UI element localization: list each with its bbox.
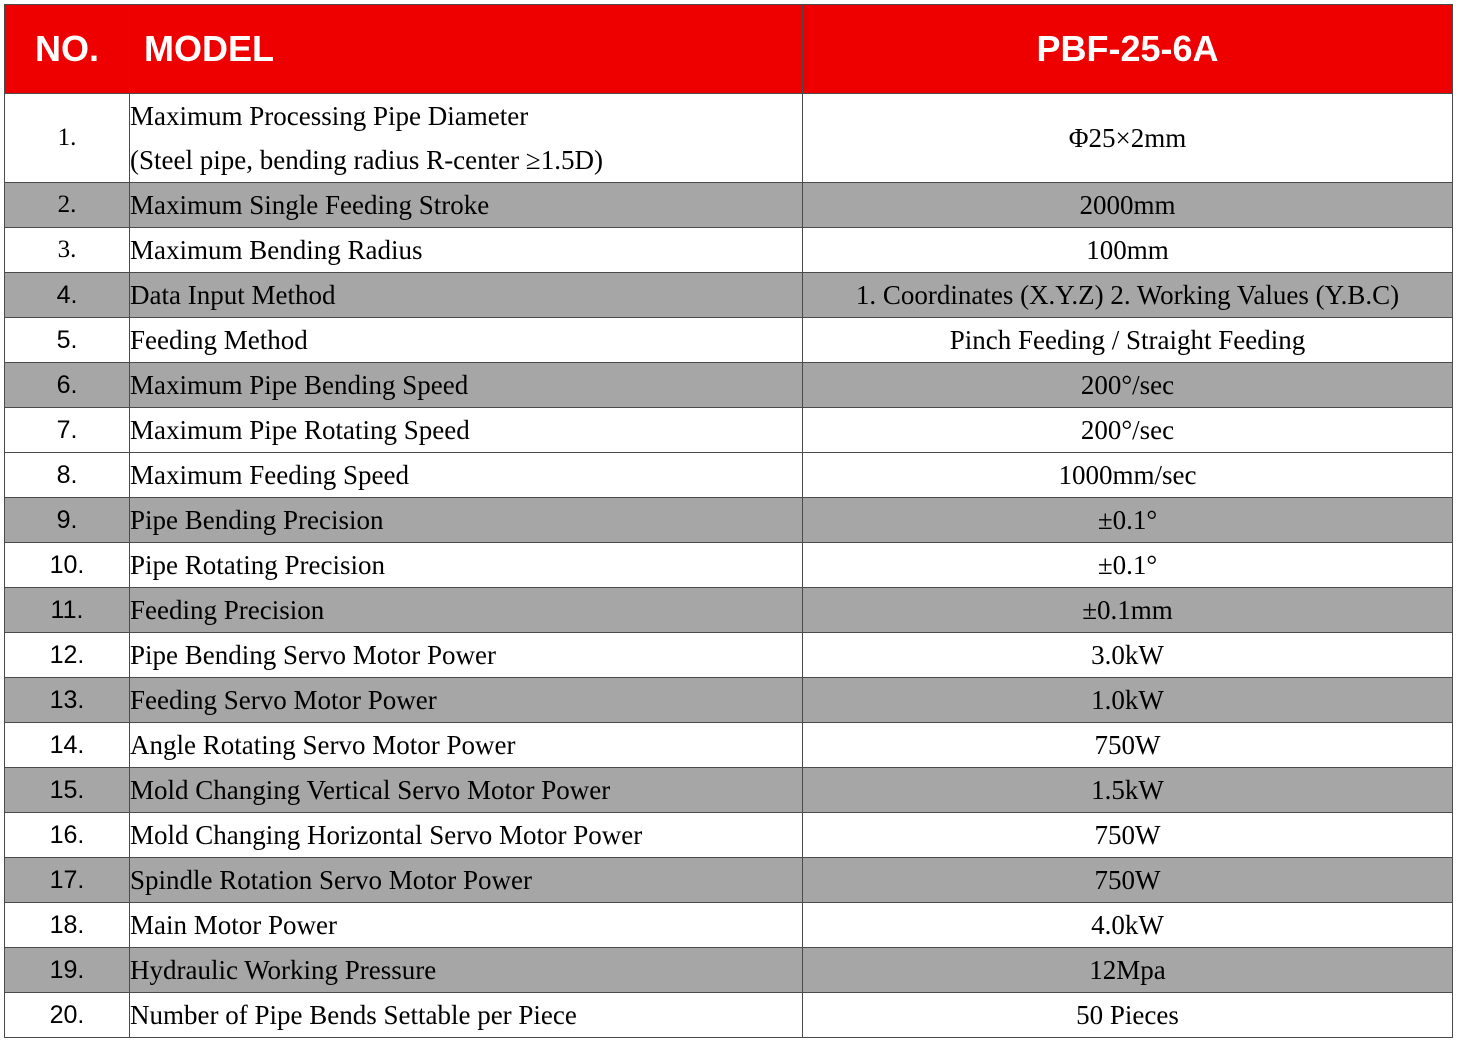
table-row — [5, 273, 1453, 318]
row-number: 11. — [5, 588, 130, 633]
row-parameter — [130, 94, 803, 183]
table-row — [5, 678, 1453, 723]
row-number: 15. — [5, 768, 130, 813]
row-number: 6. — [5, 363, 130, 408]
table-header-row — [5, 5, 1453, 94]
row-value: Pinch Feeding / Straight Feeding — [803, 318, 1453, 363]
row-value: 200°/sec — [803, 363, 1453, 408]
row-value: ±0.1° — [803, 543, 1453, 588]
table-row — [5, 498, 1453, 543]
table-row — [5, 543, 1453, 588]
row-value: 2000mm — [803, 183, 1453, 228]
row-parameter: Data Input Method — [130, 273, 803, 318]
header-no: NO. — [5, 5, 130, 94]
row-number: 12. — [5, 633, 130, 678]
row-value: 4.0kW — [803, 903, 1453, 948]
table-row — [5, 633, 1453, 678]
table-row — [5, 94, 1453, 183]
row-value: 750W — [803, 858, 1453, 903]
row-number: 5. — [5, 318, 130, 363]
table-row — [5, 723, 1453, 768]
row-value: 750W — [803, 723, 1453, 768]
table-row — [5, 813, 1453, 858]
row-parameter: Spindle Rotation Servo Motor Power — [130, 858, 803, 903]
row-number: 3. — [5, 228, 130, 273]
table-row — [5, 363, 1453, 408]
table-row — [5, 993, 1453, 1038]
table-row — [5, 588, 1453, 633]
row-number: 16. — [5, 813, 130, 858]
row-parameter: Hydraulic Working Pressure — [130, 948, 803, 993]
row-parameter: Maximum Pipe Bending Speed — [130, 363, 803, 408]
row-value: 1. Coordinates (X.Y.Z) 2. Working Values (Y.B.C) — [803, 273, 1453, 318]
row-parameter: Mold Changing Horizontal Servo Motor Power — [130, 813, 803, 858]
row-parameter: Angle Rotating Servo Motor Power — [130, 723, 803, 768]
row-parameter: Pipe Bending Precision — [130, 498, 803, 543]
row-parameter: Maximum Pipe Rotating Speed — [130, 408, 803, 453]
row-parameter: Main Motor Power — [130, 903, 803, 948]
row-parameter: Maximum Bending Radius — [130, 228, 803, 273]
row-value: Φ25×2mm — [803, 94, 1453, 183]
spec-table — [4, 4, 1453, 1038]
row-parameter: Maximum Single Feeding Stroke — [130, 183, 803, 228]
row-parameter: Feeding Precision — [130, 588, 803, 633]
row-number: 20. — [5, 993, 130, 1038]
table-row — [5, 858, 1453, 903]
row-number: 1. — [5, 94, 130, 183]
row-number: 9. — [5, 498, 130, 543]
row-number: 8. — [5, 453, 130, 498]
row-number: 4. — [5, 273, 130, 318]
row-parameter: Maximum Feeding Speed — [130, 453, 803, 498]
table-row — [5, 228, 1453, 273]
row-value: 200°/sec — [803, 408, 1453, 453]
row-number: 19. — [5, 948, 130, 993]
table-row — [5, 903, 1453, 948]
row-number: 2. — [5, 183, 130, 228]
row-number: 10. — [5, 543, 130, 588]
row-number: 17. — [5, 858, 130, 903]
row-number: 18. — [5, 903, 130, 948]
header-model: MODEL — [130, 5, 803, 94]
row-value: 12Mpa — [803, 948, 1453, 993]
row-parameter: Feeding Servo Motor Power — [130, 678, 803, 723]
row-parameter: Pipe Rotating Precision — [130, 543, 803, 588]
row-parameter: Number of Pipe Bends Settable per Piece — [130, 993, 803, 1038]
row-value: 750W — [803, 813, 1453, 858]
row-value: ±0.1° — [803, 498, 1453, 543]
table-row — [5, 183, 1453, 228]
table-row — [5, 948, 1453, 993]
row-parameter-line1: Maximum Processing Pipe Diameter — [130, 101, 529, 131]
row-value: 100mm — [803, 228, 1453, 273]
row-parameter-line2: (Steel pipe, bending radius R-center ≥1.5D) — [130, 145, 603, 175]
table-row — [5, 453, 1453, 498]
row-value: 1.0kW — [803, 678, 1453, 723]
table-row — [5, 768, 1453, 813]
row-value: 1000mm/sec — [803, 453, 1453, 498]
header-model-value: PBF-25-6A — [803, 5, 1453, 94]
row-number: 14. — [5, 723, 130, 768]
row-value: 50 Pieces — [803, 993, 1453, 1038]
row-number: 7. — [5, 408, 130, 453]
row-value: 1.5kW — [803, 768, 1453, 813]
row-value: ±0.1mm — [803, 588, 1453, 633]
table-row — [5, 408, 1453, 453]
row-value: 3.0kW — [803, 633, 1453, 678]
row-parameter: Feeding Method — [130, 318, 803, 363]
table-row — [5, 318, 1453, 363]
row-parameter: Mold Changing Vertical Servo Motor Power — [130, 768, 803, 813]
row-parameter: Pipe Bending Servo Motor Power — [130, 633, 803, 678]
row-number: 13. — [5, 678, 130, 723]
